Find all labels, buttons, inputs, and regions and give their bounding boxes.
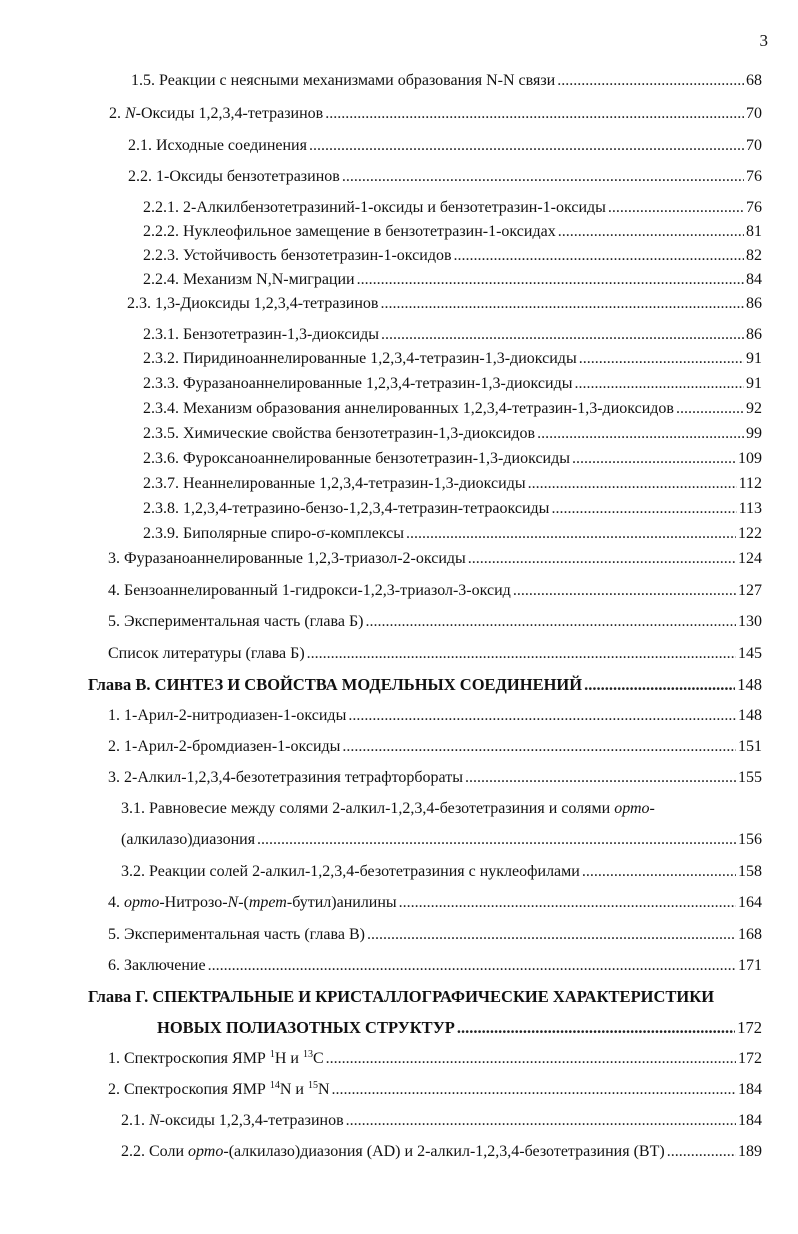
dot-leader <box>454 246 744 266</box>
toc-entry-page: 171 <box>738 957 762 974</box>
dot-leader <box>574 374 744 394</box>
toc-entry-page: 84 <box>746 271 762 288</box>
toc-entry-page: 76 <box>746 199 762 216</box>
toc-entry-page: 189 <box>738 1143 762 1160</box>
toc-entry-title: 4. Бензоаннелированный 1-гидрокси-1,2,3-триазол-3-оксид <box>108 582 511 599</box>
toc-entry-title: 3. 2-Алкил-1,2,3,4-безотетразиния тетрафторбораты <box>108 769 463 786</box>
toc-entry-page: 112 <box>738 475 762 492</box>
dot-leader <box>346 1111 736 1131</box>
toc-entry[interactable] <box>0 349 762 369</box>
toc-entry-page: 156 <box>738 831 762 848</box>
toc-entry-title: 2.3.7. Неаннелированные 1,2,3,4-тетразин-1,3-диоксиды <box>143 475 526 492</box>
toc-entry-title: 2. Спектроскопия ЯМР $^{14}$N и $^{15}$N <box>108 1080 330 1098</box>
toc-entry-title: 2.3.6. Фуроксаноаннелированные бензотетразин-1,3-диоксиды <box>143 450 570 467</box>
toc-entry-page: 91 <box>746 350 762 367</box>
toc-entry-page: 155 <box>738 769 762 786</box>
dot-leader <box>572 449 736 469</box>
toc-entry-title: 4. орто-Нитрозо-N-(трет-бутил)анилины <box>108 894 397 911</box>
dot-leader <box>667 1142 736 1162</box>
page-number: 3 <box>759 31 768 50</box>
toc-entry-title: 2.2. Соли орто-(алкилазо)диазония (AD) и 2-алкил-1,2,3,4-безотетразиния (BT) <box>121 1143 665 1160</box>
toc-entry-page: 164 <box>738 894 762 911</box>
toc-entry[interactable] <box>0 246 762 266</box>
dot-leader <box>365 612 736 632</box>
toc-entry[interactable] <box>0 136 762 156</box>
toc-entry[interactable] <box>0 474 762 494</box>
dot-leader <box>348 706 736 726</box>
dot-leader <box>537 424 744 444</box>
toc-entry-page: 109 <box>738 450 762 467</box>
toc-entry-page: 148 <box>737 675 762 694</box>
toc-entry-title: Список литературы (глава Б) <box>108 645 305 662</box>
toc-entry-page: 130 <box>738 613 762 630</box>
dot-leader <box>579 349 744 369</box>
toc-entry-title: 1. Спектроскопия ЯМР $^1$H и $^{13}$C <box>108 1049 324 1067</box>
dot-leader <box>342 737 736 757</box>
toc-entry-title: 2.2.2. Нуклеофильное замещение в бензотетразин-1-оксидах <box>143 223 556 240</box>
dot-leader <box>582 862 736 882</box>
dot-leader <box>380 294 744 314</box>
toc-entry-page: 158 <box>738 863 762 880</box>
toc-entry[interactable] <box>0 612 762 632</box>
toc-entry-title: 2.2.1. 2-Алкилбензотетразиний-1-оксиды и бензотетразин-1-оксиды <box>143 199 606 216</box>
toc-entry-page: 81 <box>746 223 762 240</box>
toc-entry-page: 148 <box>738 707 762 724</box>
toc-entry[interactable] <box>0 893 762 913</box>
dot-leader <box>342 167 744 187</box>
toc-entry[interactable] <box>0 449 762 469</box>
toc-entry-page: 92 <box>746 400 762 417</box>
dot-leader <box>357 270 744 290</box>
toc-entry[interactable] <box>0 1080 762 1100</box>
toc-entry[interactable] <box>0 549 762 569</box>
dot-leader <box>399 893 736 913</box>
toc-entry[interactable] <box>0 830 762 850</box>
toc-entry[interactable] <box>0 1049 762 1069</box>
dot-leader <box>468 549 736 569</box>
toc-entry-title: 2. 1-Арил-2-бромдиазен-1-оксиды <box>108 738 341 755</box>
toc-entry[interactable] <box>0 644 762 664</box>
toc-entry-page: 122 <box>738 525 762 542</box>
toc-entry-title: 2.2. 1-Оксиды бензотетразинов <box>128 168 340 185</box>
toc-entry-title: 2.3.2. Пиридиноаннелированные 1,2,3,4-тетразин-1,3-диоксиды <box>143 350 577 367</box>
toc-entry-title: (алкилазо)диазония <box>121 831 256 848</box>
toc-entry[interactable] <box>0 104 762 124</box>
toc-entry-page: 99 <box>746 425 762 442</box>
toc-entry-title: 3. Фуразаноаннелированные 1,2,3-триазол-2-оксиды <box>108 550 466 567</box>
toc-chapter-title: Глава В. СИНТЕЗ И СВОЙСТВА МОДЕЛЬНЫХ СОЕДИНЕНИЙ <box>88 675 583 694</box>
toc-entry-title: 1. 1-Арил-2-нитродиазен-1-оксиды <box>108 707 347 724</box>
toc-entry[interactable] <box>0 862 762 882</box>
dot-leader <box>457 1018 735 1038</box>
toc-entry-title: 2.2.3. Устойчивость бензотетразин-1-оксидов <box>143 247 452 264</box>
toc-entry-title: 2.3. 1,3-Диоксиды 1,2,3,4-тетразинов <box>127 295 379 312</box>
dot-leader <box>513 581 736 601</box>
toc-chapter-entry[interactable] <box>0 1018 762 1038</box>
dot-leader <box>608 198 744 218</box>
toc-entry-page: 70 <box>746 137 762 154</box>
toc-entry-page: 86 <box>746 295 762 312</box>
toc-chapter-title-line1[interactable]: Глава Г. СПЕКТРАЛЬНЫЕ И КРИСТАЛЛОГРАФИЧЕСКИЕ ХАРАКТЕРИСТИКИ <box>88 987 715 1006</box>
toc-entry-page: 91 <box>746 375 762 392</box>
toc-entry-title: 2.2.4. Механизм N,N-миграции <box>143 271 355 288</box>
toc-entry-title-line1[interactable]: 3.1. Равновесие между солями 2-алкил-1,2,3,4-безотетразиния и солями орто- <box>121 800 655 817</box>
dot-leader <box>551 499 736 519</box>
toc-entry-title: 3.2. Реакции солей 2-алкил-1,2,3,4-безотетразиния с нуклеофилами <box>121 863 580 880</box>
toc-entry[interactable] <box>0 71 762 91</box>
toc-entry-title: 5. Экспериментальная часть (глава Б) <box>108 613 364 630</box>
dot-leader <box>326 1049 736 1069</box>
toc-entry[interactable] <box>0 325 762 345</box>
toc-entry-page: 172 <box>738 1050 762 1067</box>
dot-leader <box>406 524 736 544</box>
dot-leader <box>381 325 744 345</box>
dot-leader <box>558 222 744 242</box>
dot-leader <box>528 474 737 494</box>
toc-entry-page: 86 <box>746 326 762 343</box>
toc-entry-title: 6. Заключение <box>108 957 206 974</box>
dot-leader <box>332 1080 736 1100</box>
toc-chapter-entry[interactable] <box>0 675 762 695</box>
toc-entry[interactable] <box>0 167 762 187</box>
toc-entry-page: 76 <box>746 168 762 185</box>
toc-entry[interactable] <box>0 1142 762 1162</box>
toc-entry-page: 113 <box>738 500 762 517</box>
toc-entry-title: 2. N-Оксиды 1,2,3,4-тетразинов <box>109 105 324 122</box>
dot-leader <box>325 104 744 124</box>
toc-entry-title: 2.3.5. Химические свойства бензотетразин-1,3-диоксидов <box>143 425 536 442</box>
toc-entry-page: 168 <box>738 926 762 943</box>
toc-entry[interactable] <box>0 270 762 290</box>
toc-entry[interactable] <box>0 737 762 757</box>
toc-entry-page: 82 <box>746 247 762 264</box>
toc-entry-title: 1.5. Реакции с неясными механизмами образования N-N связи <box>131 72 556 89</box>
dot-leader <box>584 675 735 695</box>
toc-chapter-title: НОВЫХ ПОЛИАЗОТНЫХ СТРУКТУР <box>157 1018 455 1037</box>
toc-entry[interactable] <box>0 706 762 726</box>
toc-entry-page: 184 <box>738 1112 762 1129</box>
dot-leader <box>257 830 736 850</box>
toc-entry-page: 70 <box>746 105 762 122</box>
dot-leader <box>465 768 736 788</box>
toc-entry-title: 5. Экспериментальная часть (глава В) <box>108 926 365 943</box>
toc-entry[interactable] <box>0 1111 762 1131</box>
toc-entry[interactable] <box>0 294 762 314</box>
dot-leader <box>208 956 736 976</box>
toc-entry[interactable] <box>0 499 762 519</box>
toc-entry-page: 68 <box>746 72 762 89</box>
toc-entry-page: 172 <box>737 1018 762 1037</box>
toc-entry-page: 127 <box>738 582 762 599</box>
toc-entry[interactable] <box>0 524 762 544</box>
dot-leader <box>557 71 744 91</box>
toc-entry[interactable] <box>0 925 762 945</box>
toc-entry[interactable] <box>0 768 762 788</box>
toc-entry-page: 184 <box>738 1081 762 1098</box>
toc-entry-title: 2.3.8. 1,2,3,4-тетразино-бензо-1,2,3,4-тетразин-тетраоксиды <box>143 500 550 517</box>
toc-entry[interactable] <box>0 399 762 419</box>
dot-leader <box>367 925 736 945</box>
toc-entry-title: 2.1. Исходные соединения <box>128 137 307 154</box>
toc-entry[interactable] <box>0 198 762 218</box>
toc-entry[interactable] <box>0 374 762 394</box>
toc-entry-title: 2.3.1. Бензотетразин-1,3-диоксиды <box>143 326 379 343</box>
toc-entry-title: 2.3.9. Биполярные спиро-σ-комплексы <box>143 525 405 542</box>
toc-entry-title: 2.3.4. Механизм образования аннелированных 1,2,3,4-тетразин-1,3-диоксидов <box>143 400 674 417</box>
toc-entry[interactable] <box>0 581 762 601</box>
toc-entry-page: 145 <box>738 645 762 662</box>
dot-leader <box>676 399 744 419</box>
toc-entry[interactable] <box>0 424 762 444</box>
toc-entry[interactable] <box>0 222 762 242</box>
toc-entry-title: 2.1. N-оксиды 1,2,3,4-тетразинов <box>121 1112 344 1129</box>
toc-entry-page: 124 <box>738 550 762 567</box>
dot-leader <box>307 644 736 664</box>
dot-leader <box>309 136 744 156</box>
toc-entry-page: 151 <box>738 738 762 755</box>
toc-entry[interactable] <box>0 956 762 976</box>
toc-entry-title: 2.3.3. Фуразаноаннелированные 1,2,3,4-тетразин-1,3-диоксиды <box>143 375 573 392</box>
